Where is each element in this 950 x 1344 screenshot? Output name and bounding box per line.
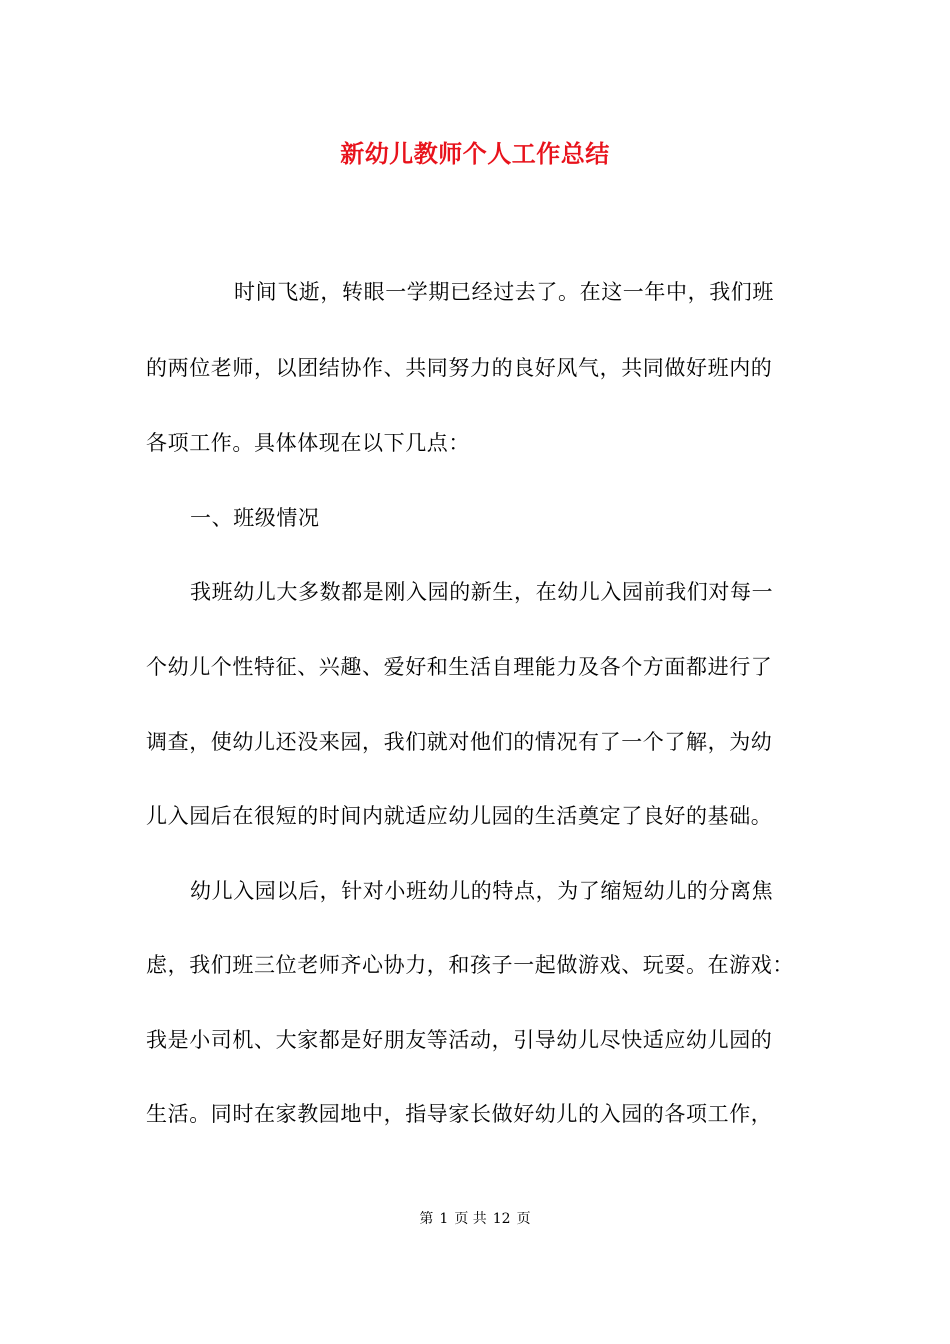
paragraph-line: 儿入园后在很短的时间内就适应幼儿园的生活奠定了良好的基础。 (146, 804, 773, 828)
footer-prefix: 第 (419, 1211, 434, 1227)
paragraph-line: 我是小司机、大家都是好朋友等活动，引导幼儿尽快适应幼儿园的 (146, 1028, 773, 1052)
footer-total-pages: 12 (492, 1211, 511, 1227)
page-footer (0, 1209, 950, 1229)
paragraph-line: 生活。同时在家教园地中，指导家长做好幼儿的入园的各项工作， (146, 1102, 773, 1126)
paragraph-line: 调查，使幼儿还没来园，我们就对他们的情况有了一个了解，为幼 (146, 730, 773, 754)
footer-suffix: 页 (516, 1211, 531, 1227)
paragraph-line: 个幼儿个性特征、兴趣、爱好和生活自理能力及各个方面都进行了 (146, 655, 773, 679)
paragraph-line: 的两位老师，以团结协作、共同努力的良好风气，共同做好班内的 (146, 356, 773, 380)
paragraph-line: 虑，我们班三位老师齐心协力，和孩子一起做游戏、玩耍。在游戏： (146, 953, 794, 977)
paragraph-line: 幼儿入园以后，针对小班幼儿的特点，为了缩短幼儿的分离焦 (190, 879, 774, 903)
paragraph-line: 我班幼儿大多数都是刚入园的新生，在幼儿入园前我们对每一 (190, 580, 774, 604)
footer-page-number: 1 (439, 1211, 449, 1227)
document-title: 新幼儿教师个人工作总结 (340, 139, 610, 168)
paragraph-line: 各项工作。具体体现在以下几点： (146, 431, 470, 455)
footer-middle: 页 共 (454, 1211, 487, 1227)
paragraph-line: 时间飞逝，转眼一学期已经过去了。在这一年中，我们班 (234, 280, 774, 304)
section-heading: 一、班级情况 (190, 506, 320, 530)
